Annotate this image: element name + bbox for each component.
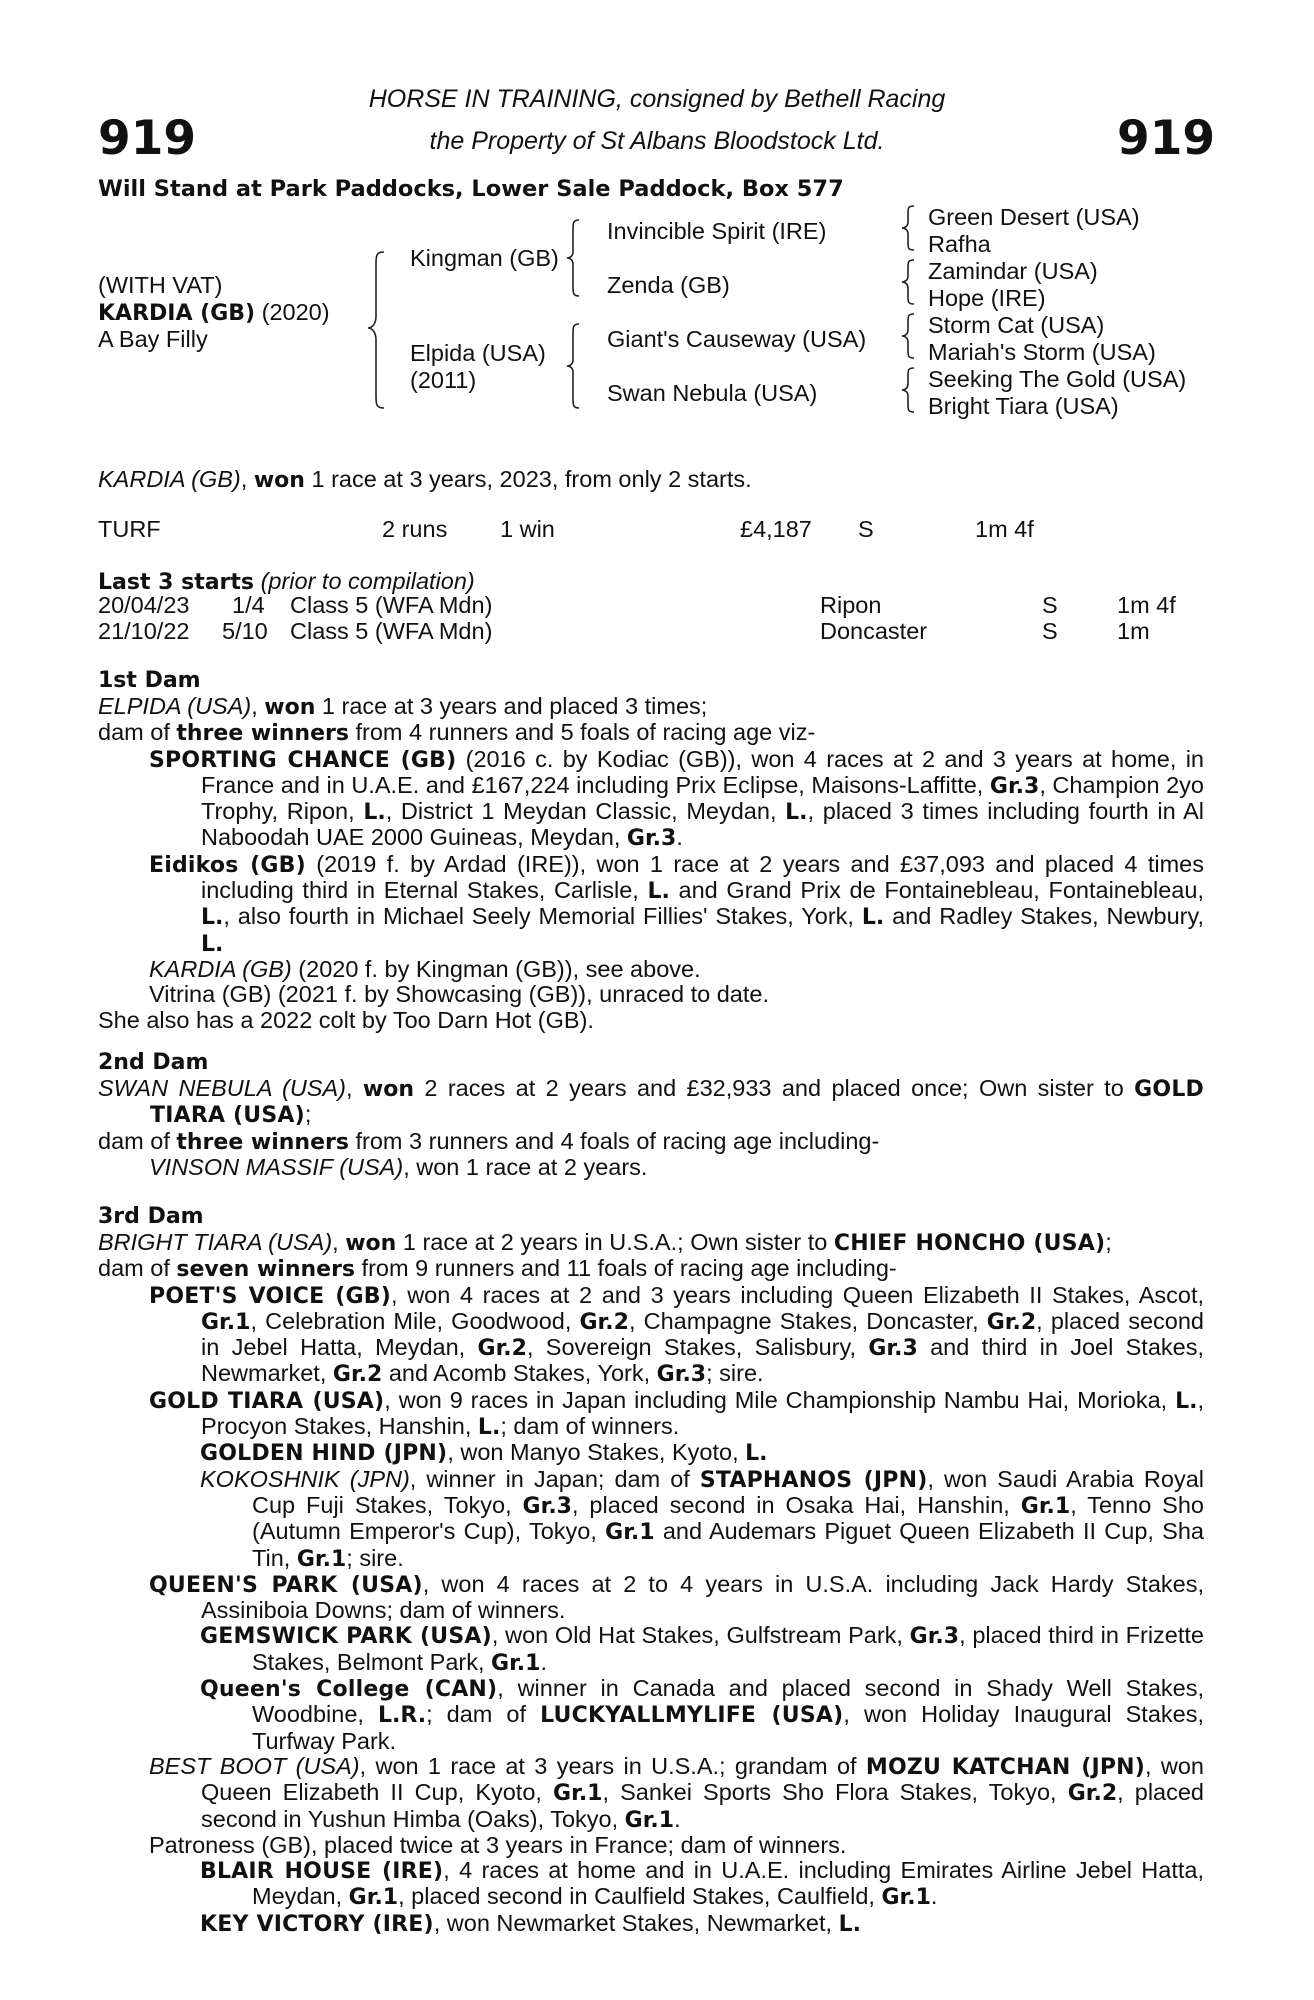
grade: Gr.2 (477, 1336, 527, 1362)
lot-number-right: 919 (1117, 111, 1216, 166)
produce-entry (98, 1754, 1204, 1833)
dam-produce-line (98, 1256, 1204, 1282)
won-label: won (264, 695, 316, 720)
text: , Champagne Stakes, Doncaster, (628, 1307, 987, 1334)
text: , won 4 races at 2 and 3 years including Queen Elizabeth II Stakes, Ascot, (391, 1281, 1205, 1308)
text: , won Holiday Inaugural Stakes, Turfway Park. (252, 1701, 1204, 1754)
brace-g12 (902, 204, 922, 254)
grade: L. (363, 800, 386, 826)
produce-entry: Vitrina (GB) (2021 f. by Showcasing (GB)), unraced to date. (149, 981, 769, 1008)
gen3-4: Hope (IRE) (928, 285, 1046, 311)
text: , won 1 race at 2 years. (403, 1153, 648, 1180)
text: , Tenno Sho (Autumn Emperor's Cup), Tokyo, (252, 1491, 1204, 1545)
produce-entry (98, 1388, 1204, 1441)
text: , placed second in Jebel Hatta, Meydan, (201, 1307, 1204, 1361)
produce-entry (98, 747, 1204, 852)
start-position: 5/10 (222, 618, 268, 644)
grade: Gr.1 (553, 1781, 603, 1807)
brace-g78 (902, 366, 922, 416)
horse-description: A Bay Filly (98, 326, 208, 352)
text: from 4 runners and 5 foals of racing age viz- (348, 719, 816, 746)
third-dam-section (98, 1204, 1204, 1937)
text: , won 4 races at 2 to 4 years in U.S.A. including Jack Hardy Stakes, Assiniboia Downs; dam of winners. (201, 1570, 1205, 1624)
text: ; sire. (706, 1360, 764, 1387)
start-race: Class 5 (WFA Mdn) (290, 618, 493, 644)
text: dam of (98, 1255, 177, 1282)
horse-name: LUCKYALLMYLIFE (USA) (540, 1703, 844, 1729)
text: and Radley Stakes, Newbury, (884, 903, 1204, 930)
sire-sire: Invincible Spirit (IRE) (607, 218, 827, 244)
horse-name: KARDIA (GB) (149, 955, 292, 982)
grade: L. (745, 1441, 768, 1467)
start-going: S (1042, 592, 1058, 618)
record-going: S (858, 516, 874, 542)
text: from 3 runners and 4 foals of racing age including- (348, 1127, 880, 1154)
text: . (674, 1805, 681, 1832)
horse-name: Queen's College (CAN) (200, 1677, 498, 1703)
gen3-7: Seeking The Gold (USA) (928, 366, 1187, 392)
text: (2016 c. by Kodiac (GB)), won 4 races at 2 and 3 years at home, in France and in U.A.E. and £167,224 including Prix Eclipse, Maisons-Laffitte, (201, 745, 1204, 798)
horse-name: SPORTING CHANCE (GB) (149, 747, 457, 773)
horse-name: GOLD TIARA (USA) (150, 1077, 1204, 1129)
horse-name: VINSON MASSIF (USA) (149, 1153, 404, 1180)
grade: L. (647, 879, 670, 905)
dam-sire: Giant's Causeway (USA) (607, 326, 867, 352)
record-wins: 1 win (500, 516, 555, 542)
horse-name: GOLDEN HIND (JPN) (200, 1441, 448, 1467)
text: , Champion 2yo Trophy, Ripon, (201, 771, 1205, 825)
start-row (0, 592, 1314, 618)
text: (2020 f. by Kingman (GB)), see above. (291, 955, 701, 982)
section-heading: 3rd Dam (98, 1204, 204, 1229)
text: , Procyon Stakes, Hanshin, (201, 1386, 1204, 1440)
horse-name: BLAIR HOUSE (IRE) (200, 1859, 444, 1885)
gen3-1: Green Desert (USA) (928, 204, 1140, 230)
text: . (930, 1883, 938, 1910)
produce-entry (98, 1440, 1204, 1466)
sire-dam: Zenda (GB) (607, 272, 730, 298)
brace-g34 (902, 258, 922, 308)
sire: Kingman (GB) (410, 245, 559, 271)
brace-g56 (902, 312, 922, 362)
grade: Gr.3 (522, 1493, 572, 1519)
gen3-6: Mariah's Storm (USA) (928, 339, 1156, 365)
text: and Audemars Piguet Queen Elizabeth II Cup, Sha Tin, (252, 1518, 1204, 1571)
record-earnings: £4,187 (740, 516, 812, 542)
text: , won Saudi Arabia Royal Cup Fuji Stakes, Tokyo, (252, 1465, 1205, 1518)
record-distance: 1m 4f (975, 516, 1034, 542)
gen3-3: Zamindar (USA) (928, 258, 1098, 284)
winners-count: three winners (176, 721, 349, 747)
grade: Gr.2 (579, 1309, 629, 1335)
produce-entry (98, 1467, 1204, 1572)
text: , Celebration Mile, Goodwood, (250, 1307, 580, 1334)
text: , placed second in Caulfield Stakes, Caulfield, (398, 1883, 882, 1910)
pedigree-brace-main (370, 250, 390, 410)
text: and Grand Prix de Fontainebleau, Fontainebleau, (669, 877, 1204, 904)
horse-name: KEY VICTORY (IRE) (200, 1911, 434, 1937)
dam: Elpida (USA) (410, 340, 546, 366)
horse-name: KARDIA (GB) (98, 301, 256, 326)
summary-horse: KARDIA (GB) (98, 466, 241, 492)
horse-name: MOZU KATCHAN (JPN) (865, 1754, 1146, 1780)
text: , placed 3 times including fourth in Al Naboodah UAE 2000 Guineas, Meydan, (201, 798, 1204, 851)
stand-location: Will Stand at Park Paddocks, Lower Sale Paddock, Box 577 (98, 176, 844, 202)
horse-name: GEMSWICK PARK (USA) (200, 1624, 492, 1650)
record-surface: TURF (98, 516, 161, 542)
text: 1 race at 3 years and placed 3 times; (315, 693, 708, 719)
lot-number-left: 919 (98, 111, 197, 166)
vat-note: (WITH VAT) (98, 272, 223, 298)
grade: Gr.3 (626, 826, 677, 852)
text: , 4 races at home and in U.A.E. including Emirates Airline Jebel Hatta, Meydan, (252, 1857, 1204, 1910)
text: 2 races at 2 years and £32,933 and placed once; Own sister to (414, 1075, 1135, 1101)
text: , also fourth in Michael Seely Memorial Fillies' Stakes, York, (223, 903, 862, 930)
produce-note: She also has a 2022 colt by Too Darn Hot (GB). (98, 1006, 594, 1033)
grade: Gr.1 (624, 1807, 675, 1833)
text: , won 1 race at 3 years in U.S.A.; grandam of (359, 1752, 866, 1779)
produce-entry (98, 1623, 1204, 1676)
summary-won: won (253, 468, 305, 493)
grade: Gr.1 (296, 1546, 347, 1572)
text: , District 1 Meydan Classic, Meydan, (385, 798, 786, 825)
start-distance: 1m (1117, 618, 1150, 644)
text: and third in Joel Stakes, Newmarket, (201, 1334, 1204, 1387)
text: , won Old Hat Stakes, Gulfstream Park, (491, 1622, 910, 1649)
start-course: Doncaster (820, 618, 928, 644)
horse-name: CHIEF HONCHO (USA) (833, 1231, 1106, 1256)
dam-dam: Swan Nebula (USA) (607, 380, 818, 406)
text: , winner in Japan; dam of (409, 1465, 700, 1492)
grade: Gr.1 (605, 1520, 655, 1546)
horse-title (98, 299, 330, 327)
dam-year: (2011) (410, 367, 477, 393)
section-heading: 2nd Dam (98, 1050, 209, 1075)
text: from 9 runners and 11 foals of racing age including- (355, 1255, 897, 1282)
text: , won Queen Elizabeth II Cup, Kyoto, (201, 1752, 1205, 1806)
grade: Gr.2 (332, 1362, 383, 1388)
horse-name: GOLD TIARA (USA) (149, 1388, 385, 1414)
grade: Gr.1 (348, 1885, 399, 1911)
horse-name: Eidikos (GB) (149, 852, 306, 878)
dam-line: BRIGHT TIARA (USA), won 1 race at 2 years in U.S.A.; Own sister to CHIEF HONCHO (USA); (98, 1229, 1112, 1256)
won-label: won (345, 1231, 397, 1256)
text: ; (304, 1101, 312, 1128)
winners-count: seven winners (176, 1257, 356, 1283)
grade: Gr.2 (1067, 1781, 1118, 1807)
text: , placed third in Frizette Stakes, Belmont Park, (252, 1622, 1204, 1675)
text: ; (1105, 1229, 1112, 1255)
start-row (0, 618, 1314, 644)
grade: L. (785, 800, 808, 826)
text: , (251, 693, 265, 719)
start-distance: 1m 4f (1117, 592, 1176, 618)
dam-line (98, 694, 1204, 720)
produce-entry (98, 1911, 1204, 1937)
start-date: 21/10/22 (98, 618, 190, 644)
dam-produce-line (98, 720, 1204, 746)
race-summary: KARDIA (GB), won 1 race at 3 years, 2023, from only 2 starts. (98, 466, 752, 493)
grade: Gr.1 (1020, 1493, 1071, 1519)
start-course: Ripon (820, 592, 882, 618)
dam-produce-line (98, 1129, 1204, 1155)
dam-line: SWAN NEBULA (USA), won 2 races at 2 years and £32,933 and placed once; Own sister to GOLD TIARA (USA); (98, 1075, 1204, 1129)
gen3-8: Bright Tiara (USA) (928, 393, 1119, 419)
horse-name: BEST BOOT (USA) (149, 1752, 360, 1779)
won-label: won (362, 1077, 414, 1102)
grade: Gr.3 (989, 773, 1040, 799)
produce-entry (98, 1676, 1204, 1754)
text: , Sankei Sports Sho Flora Stakes, Tokyo, (602, 1779, 1068, 1806)
grade: L. (201, 905, 224, 931)
grade: L. (1175, 1388, 1198, 1414)
property-line: the Property of St Albans Bloodstock Ltd. (429, 127, 885, 155)
gen3-2: Rafha (928, 231, 991, 257)
text: . (676, 824, 683, 851)
grade: L.R. (377, 1703, 427, 1729)
last-starts-title: Last 3 starts (98, 570, 255, 595)
text: , won 9 races in Japan including Mile Championship Nambu Hai, Morioka, (384, 1386, 1176, 1413)
horse-name: QUEEN'S PARK (USA) (149, 1572, 423, 1598)
start-race: Class 5 (WFA Mdn) (290, 592, 493, 618)
text: , won Newmarket Stakes, Newmarket, (433, 1909, 839, 1936)
start-date: 20/04/23 (98, 592, 190, 618)
text: . (540, 1648, 547, 1675)
gen3-5: Storm Cat (USA) (928, 312, 1105, 338)
produce-entry (98, 1155, 1204, 1180)
text: , winner in Canada and placed second in Shady Well Stakes, Woodbine, (252, 1675, 1204, 1728)
pedigree-brace-sire (567, 218, 587, 298)
produce-entry (98, 1858, 1204, 1911)
grade: Gr.3 (656, 1362, 707, 1388)
text: dam of (98, 1127, 177, 1154)
dam-name: ELPIDA (USA) (98, 693, 252, 719)
grade: Gr.1 (201, 1309, 251, 1335)
text: , placed second in Yushun Himba (Oaks), Tokyo, (201, 1779, 1204, 1832)
horse-name: KOKOSHNIK (JPN) (200, 1465, 410, 1492)
text: ; dam of (426, 1701, 541, 1728)
text: ; sire. (346, 1544, 404, 1571)
grade: Gr.1 (881, 1885, 931, 1911)
dam-name: BRIGHT TIARA (USA) (98, 1229, 333, 1255)
start-going: S (1042, 618, 1058, 644)
grade: L. (861, 905, 885, 931)
text: 1 race at 2 years in U.S.A.; Own sister to (396, 1229, 834, 1255)
grade: L. (477, 1415, 501, 1441)
winners-count: three winners (176, 1129, 349, 1155)
section-heading: 1st Dam (98, 668, 201, 693)
turf-record (0, 516, 1314, 544)
dam-name: SWAN NEBULA (USA) (98, 1075, 346, 1101)
produce-entry (98, 1283, 1204, 1388)
grade: Gr.3 (909, 1624, 960, 1650)
produce-entry (98, 957, 1204, 982)
last-starts-note: (prior to compilation) (260, 568, 475, 594)
grade: L. (201, 931, 224, 957)
summary-rest: 1 race at 3 years, 2023, from only 2 starts. (311, 466, 752, 492)
produce-entry: Patroness (GB), placed twice at 3 years in France; dam of winners. (149, 1831, 847, 1858)
horse-name: STAPHANOS (JPN) (699, 1467, 928, 1493)
grade: Gr.3 (868, 1336, 918, 1362)
text: (2019 f. by Ardad (IRE)), won 1 race at 2 years and £37,093 and placed 4 times including third in Eternal Stakes, Carlisle, (201, 850, 1204, 904)
start-position: 1/4 (232, 592, 265, 618)
horse-year: (2020) (261, 299, 330, 325)
grade: Gr.2 (986, 1309, 1037, 1335)
record-runs: 2 runs (382, 516, 448, 542)
produce-entry (98, 1572, 1204, 1624)
text: , placed second in Osaka Hai, Hanshin, (571, 1491, 1021, 1518)
consignor-line: HORSE IN TRAINING, consigned by Bethell Racing (368, 85, 946, 113)
first-dam-section (98, 668, 1204, 1033)
text: ; dam of winners. (500, 1413, 680, 1440)
text: , Sovereign Stakes, Salisbury, (526, 1334, 869, 1361)
horse-name: POET'S VOICE (GB) (149, 1283, 392, 1309)
text: , won Manyo Stakes, Kyoto, (447, 1439, 746, 1466)
second-dam-section (98, 1050, 1204, 1180)
pedigree-brace-dam (567, 322, 587, 410)
grade: Gr.1 (491, 1650, 541, 1676)
text: dam of (98, 719, 177, 746)
produce-entry (98, 852, 1204, 957)
text: and Acomb Stakes, York, (382, 1360, 657, 1387)
grade: L. (838, 1911, 861, 1937)
